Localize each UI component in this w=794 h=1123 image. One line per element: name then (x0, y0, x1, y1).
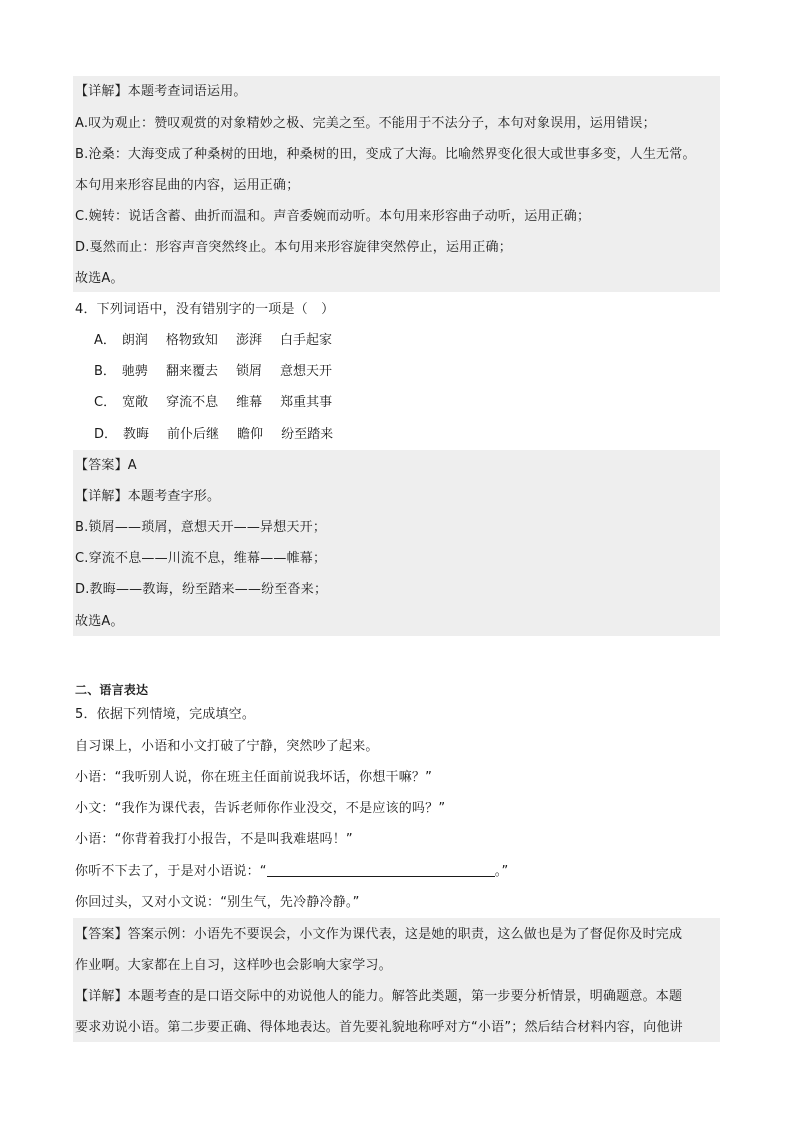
dialogue-line: 小文：“我作为课代表，告诉老师你作业没交，不是应该的吗？” (75, 801, 446, 816)
explanation-line: 【详解】本题考查词语运用。 (75, 84, 247, 99)
fill-blank-suffix: 。” (494, 864, 509, 879)
explanation-line: 【详解】本题考查的是口语交际中的劝说他人的能力。解答此类题，第一步要分析情景，明确题意。本题 (75, 989, 683, 1004)
explanation-line: 故选A。 (75, 271, 124, 286)
explanation-line: A.叹为观止：赞叹观赏的对象精妙之极、完美之至。不能用于不法分子，本句对象误用，运用错误； (75, 116, 656, 131)
section-heading: 二、语言表达 (75, 683, 149, 697)
explanation-line: D.戛然而止：形容声音突然终止。本句用来形容旋律突然停止，运用正确； (75, 240, 512, 255)
fill-blank-prefix: 你听不下去了，于是对小语说：“ (75, 864, 267, 879)
option-word: 白手起家 (279, 333, 332, 348)
option-label: B． (94, 364, 116, 379)
option-word: 驰骋 (121, 364, 148, 379)
dialogue-line: 你回过头，又对小文说：“别生气，先冷静冷静。” (75, 895, 360, 910)
option-word: 格物致知 (165, 333, 218, 348)
option-word: 意想天开 (279, 364, 332, 379)
option-b (94, 362, 350, 382)
dialogue-line: 小语：“你背着我打小报告，不是叫我难堪吗！” (75, 832, 353, 847)
option-word: 澎湃 (235, 333, 262, 348)
explanation-line: B.锁屑——琐屑，意想天开——异想天开； (75, 520, 327, 535)
explanation-line: D.教晦——教诲，纷至踏来——纷至沓来； (75, 582, 328, 597)
option-word: 纷至踏来 (281, 427, 334, 442)
option-word: 维幕 (236, 395, 263, 410)
option-word: 朗润 (121, 333, 148, 348)
option-c (94, 393, 350, 413)
option-word: 翻来覆去 (165, 364, 218, 379)
dialogue-line: 小语：“我听别人说，你在班主任面前说我坏话，你想干嘛？” (75, 770, 433, 785)
explanation-line: C.婉转：说话含蓄、曲折而温和。声音委婉而动听。本句用来形容曲子动听，运用正确； (75, 209, 591, 224)
option-label: D． (94, 427, 118, 442)
option-word: 瞻仰 (237, 427, 264, 442)
option-d (94, 425, 351, 445)
answer-line: 作业啊。大家都在上自习，这样吵也会影响大家学习。 (75, 958, 392, 973)
option-word: 宽敞 (122, 395, 149, 410)
explanation-line: 要求劝说小语。第二步要正确、得体地表达。首先要礼貌地称呼对方“小语”；然后结合材料内容，向他讲 (75, 1020, 683, 1035)
scenario-line: 自习课上，小语和小文打破了宁静，突然吵了起来。 (75, 739, 379, 754)
explanation-line: 故选A。 (75, 614, 124, 629)
option-word: 锁屑 (235, 364, 262, 379)
option-word: 教晦 (123, 427, 150, 442)
option-label: A． (94, 333, 116, 348)
explanation-line: 本句用来形容昆曲的内容，运用正确； (75, 178, 300, 193)
option-label: C． (94, 395, 117, 410)
explanation-block-2 (73, 450, 720, 636)
explanation-line: 【详解】本题考查字形。 (75, 489, 221, 504)
answer-line: 【答案】A (75, 458, 137, 473)
answer-line: 【答案】答案示例：小语先不要误会，小文作为课代表，这是她的职责，这么做也是为了督促你及时完成 (75, 927, 683, 942)
option-word: 郑重其事 (280, 395, 333, 410)
option-word: 前仆后继 (167, 427, 220, 442)
answer-blank[interactable] (267, 863, 495, 877)
question-5-stem: 5．依据下列情境，完成填空。 (75, 707, 256, 722)
option-a (94, 331, 350, 351)
question-4-stem: 4．下列词语中，没有错别字的一项是（ ） (75, 302, 335, 317)
explanation-line: C.穿流不息——川流不息，维幕——帷幕； (75, 551, 327, 566)
explanation-line: B.沧桑：大海变成了种桑树的田地，种桑树的田，变成了大海。比喻然界变化很大或世事多变，人生无常。 (75, 147, 696, 162)
fill-blank-line (75, 862, 720, 882)
option-word: 穿流不息 (166, 395, 219, 410)
